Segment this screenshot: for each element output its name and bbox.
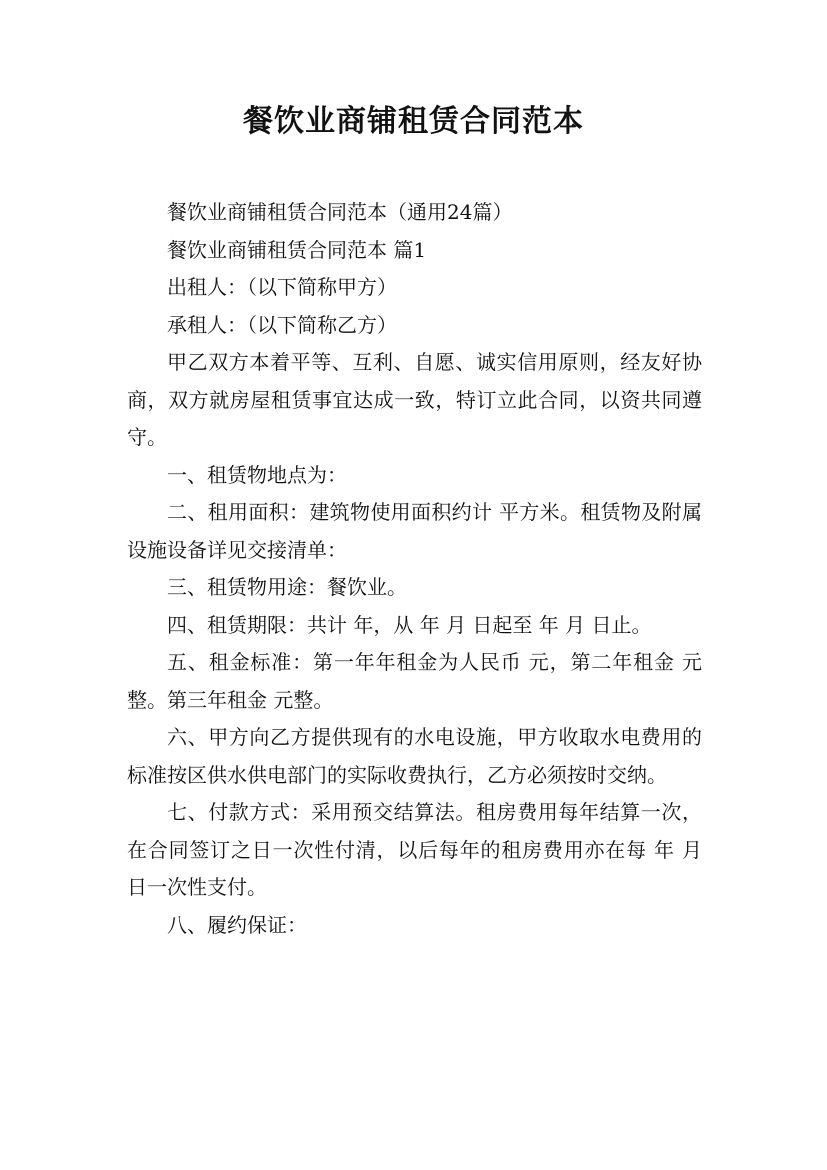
document-title: 餐饮业商铺租赁合同范本 [243,104,584,139]
clause-rent: 五、租金标准：第一年年租金为人民币 元，第二年租金 元整。第三年租金 元整。 [127,650,702,712]
paragraph-section-heading: 餐饮业商铺租赁合同范本 篇1 [167,237,427,262]
clause-term: 四、租赁期限：共计 年，从 年 月 日起至 年 月 日止。 [167,612,652,637]
clause-usage: 三、租赁物用途：餐饮业。 [167,575,407,599]
clause-utilities: 六、甲方向乙方提供现有的水电设施，甲方收取水电费用的标准按区供水供电部门的实际收费执行，乙方必须按时交纳。 [127,725,702,787]
clause-area: 二、租用面积：建筑物使用面积约计 平方米。租赁物及附属设施设备详见交接清单： [127,500,702,562]
document-body [127,194,702,944]
clause-location: 一、租赁物地点为： [167,462,347,487]
paragraph-lessee: 承租人：（以下简称乙方） [167,312,397,337]
clause-payment: 七、付款方式：采用预交结算法。租房费用每年结算一次，在合同签订之日一次性付清，以后每年的租房费用亦在每 年 月 日一次性支付。 [127,800,702,899]
clause-guarantee: 八、履约保证： [167,912,307,937]
paragraph-lessor: 出租人：（以下简称甲方） [167,275,397,299]
paragraph-collection-title: 餐饮业商铺租赁合同范本（通用24篇） [167,200,513,224]
paragraph-preamble: 甲乙双方本着平等、互利、自愿、诚实信用原则，经友好协商，双方就房屋租赁事宜达成一致，特订立此合同，以资共同遵守。 [127,350,702,449]
